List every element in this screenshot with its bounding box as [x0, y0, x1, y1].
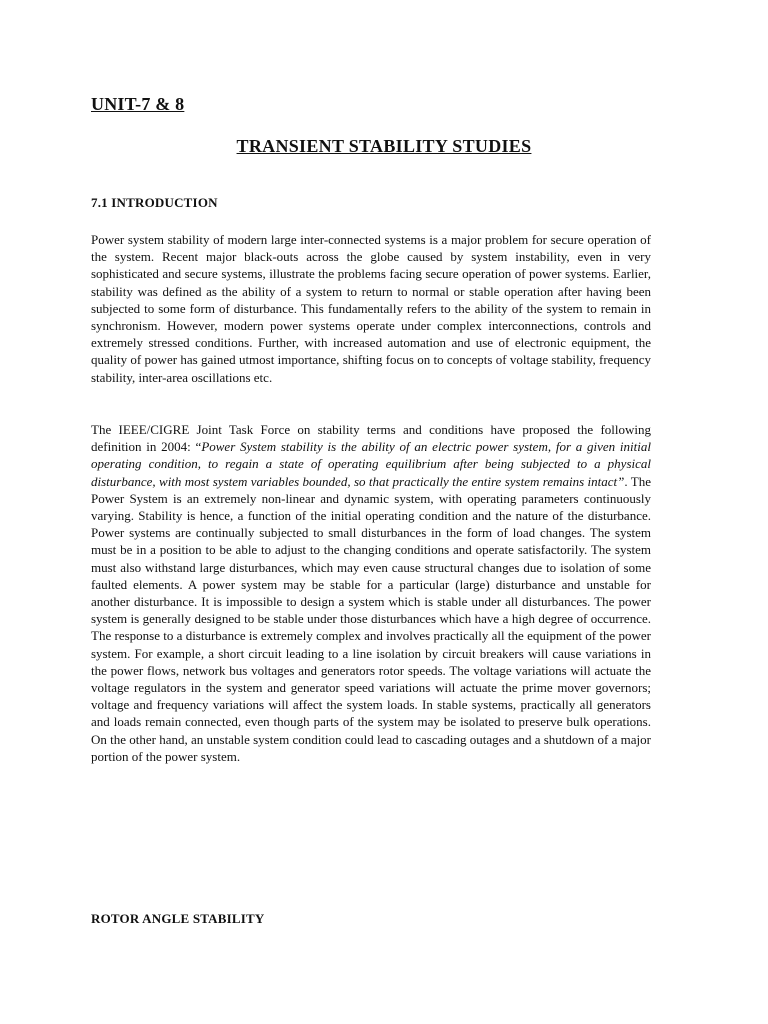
- paragraph-introduction-2: [91, 421, 651, 765]
- paragraph-lead-text: The IEEE/CIGRE Joint Task Force on stability terms and conditions have proposed the following definition in 2004: “: [91, 422, 651, 455]
- quote-close-mark: ”: [617, 473, 625, 489]
- page-title: TRANSIENT STABILITY STUDIES: [236, 136, 532, 156]
- unit-title: UNIT-7 & 8: [91, 94, 185, 114]
- paragraph-rest-text: . The Power System is an extremely non-linear and dynamic system, with operating parameters continuously varying. Stability is hence, a function of the initial operating condition and the nature of the disturbance. Power systems are continually subjected to small disturbances in the form of load changes. The system must be in a position to be able to adjust to the changing conditions and operate satisfactorily. The system must also withstand large disturbances, which may even cause structural changes due to isolation of some faulted elements. A power system may be stable for a particular (large) disturbance and unstable for another disturbance. It is impossible to design a system which is stable under all disturbances. The power system is generally designed to be stable under those disturbances which have a high degree of occurrence. The response to a disturbance is extremely complex and involves practically all the equipment of the power system. For example, a short circuit leading to a line isolation by circuit breakers will cause variations in the power flows, network bus voltages and generators rotor speeds. The voltage variations will actuate the voltage regulators in the system and generator speed variations will actuate the prime mover governors; voltage and frequency variations will affect the system loads. In stable systems, practically all generators and loads remain connected, even though parts of the system may be isolated to preserve bulk operations. On the other hand, an unstable system condition could lead to cascading outages and a shutdown of a major portion of the power system.: [91, 473, 652, 764]
- paragraph-introduction-1: Power system stability of modern large inter-connected systems is a major problem for secure operation of the system. Recent major black-outs across the globe caused by system instability, even in very sophisticated and secure systems, illustrate the problems facing secure operation of power systems. Earlier, stability was defined as the ability of a system to return to normal or stable operation after having been subjected to some form of disturbance. This fundamentally refers to the ability of the system to remain in synchronism. However, modern power systems operate under complex interconnections, controls and extremely stressed conditions. Further, with increased automation and use of electronic equipment, the quality of power has gained utmost importance, shifting focus on to concepts of voltage stability, frequency stability, inter-area oscillations etc.: [91, 232, 651, 385]
- section-heading-rotor-angle-stability: ROTOR ANGLE STABILITY: [91, 911, 265, 926]
- definition-quote: Power System stability is the ability of an electric power system, for a given initial operating condition, to regain a state of operating equilibrium after being subjected to a physical disturbance, with most system variables bounded, so that practically the entire system remains intact: [91, 439, 651, 489]
- section-heading-introduction: 7.1 INTRODUCTION: [91, 195, 218, 210]
